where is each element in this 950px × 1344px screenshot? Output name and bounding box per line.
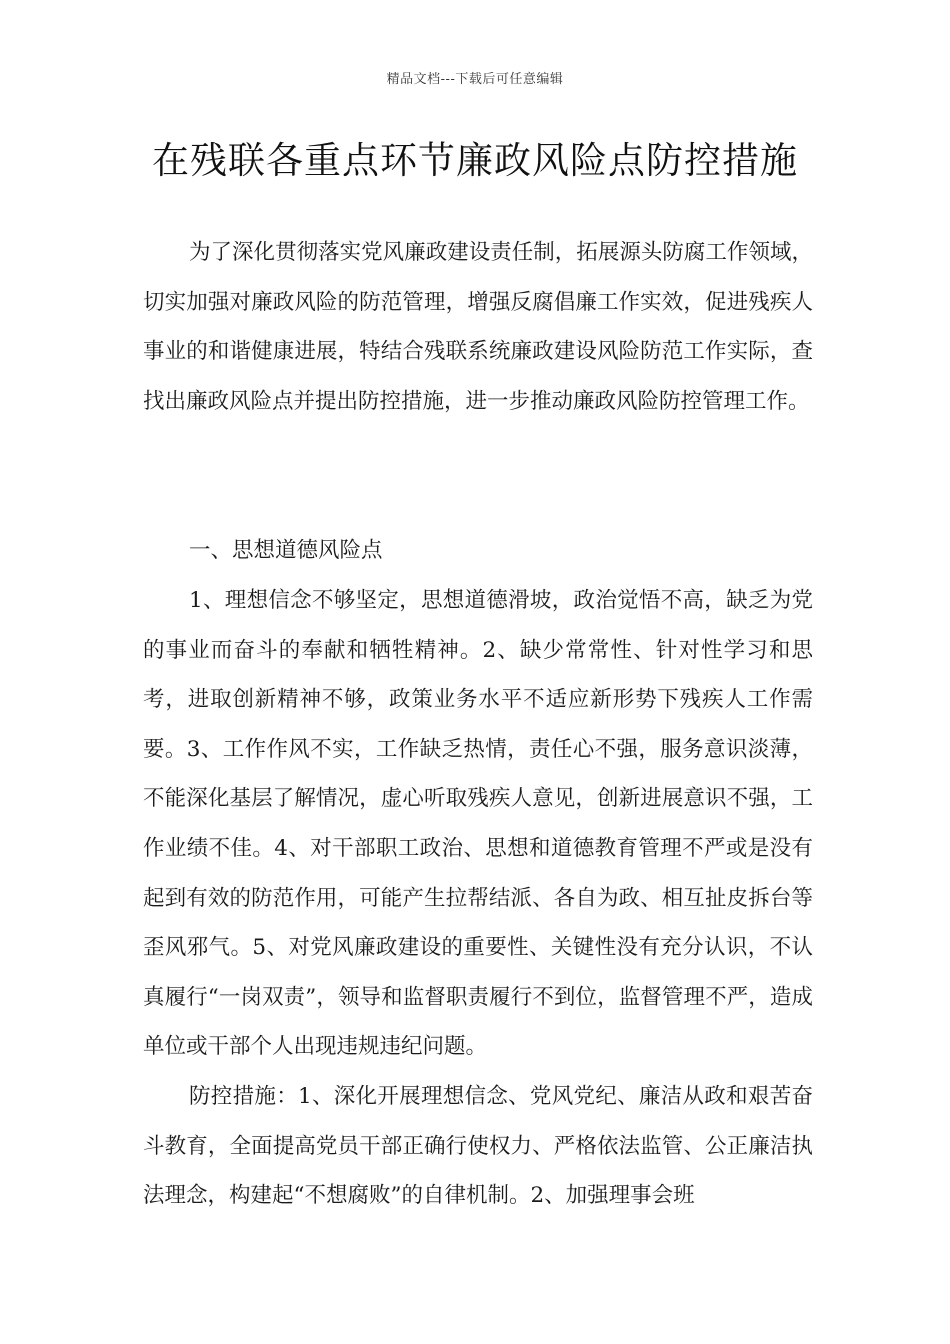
page-header-note: 精品文档---下载后可任意编辑	[386, 72, 564, 87]
section-heading: 一、思想道德风险点	[189, 538, 383, 563]
control-measures-paragraph: 防控措施：1、深化开展理想信念、党风党纪、廉洁从政和艰苦奋斗教育，全面提高党员干部正确行使权力、严格依法监管、公正廉洁执法理念，构建起“不想腐败”的自律机制。2、加强理事会班	[143, 1084, 813, 1209]
risk-points-paragraph: 1、理想信念不够坚定，思想道德滑坡，政治觉悟不高，缺乏为党的事业而奋斗的奉献和牺牲精神。2、缺少常常性、针对性学习和思考，进取创新精神不够，政策业务水平不适应新形势下残疾人工作需要。3、工作作风不实，工作缺乏热情，责任心不强，服务意识淡薄，不能深化基层了解情况，虚心听取残疾人意见，创新进展意识不强，工作业绩不佳。4、对干部职工政治、思想和道德教育管理不严或是没有起到有效的防范作用，可能产生拉帮结派、各自为政、相互扯皮拆台等歪风邪气。5、对党风廉政建设的重要性、关键性没有充分认识，不认真履行“一岗双责”，领导和监督职责履行不到位，监督管理不严，造成单位或干部个人出现违规违纪问题。	[143, 588, 813, 1060]
document-title: 在残联各重点环节廉政风险点防控措施	[152, 139, 798, 182]
intro-paragraph: 为了深化贯彻落实党风廉政建设责任制，拓展源头防腐工作领域，切实加强对廉政风险的防范管理，增强反腐倡廉工作实效，促进残疾人事业的和谐健康进展，特结合残联系统廉政建设风险防范工作实际，查找出廉政风险点并提出防控措施，进一步推动廉政风险防控管理工作。	[143, 240, 813, 414]
